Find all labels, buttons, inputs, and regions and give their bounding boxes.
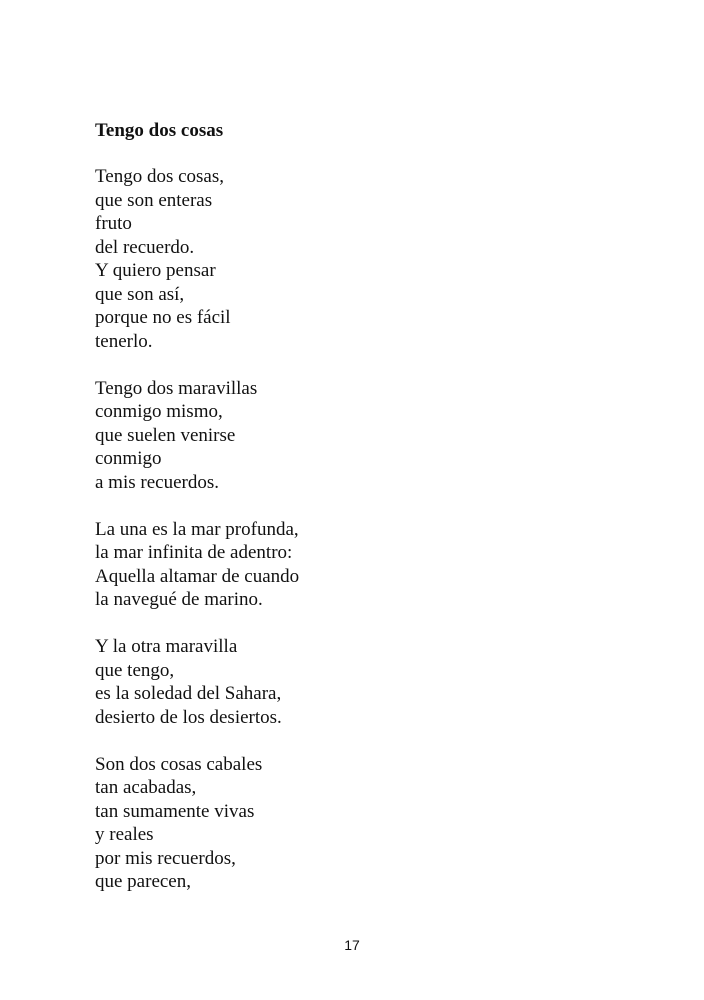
stanza-3 (95, 518, 615, 612)
poem-line: es la soledad del Sahara, (95, 683, 282, 704)
poem-line: Tengo dos maravillas (95, 377, 258, 399)
poem-line: tan sumamente vivas (95, 800, 255, 822)
poem-line: que son así, (95, 283, 185, 305)
poem-line: Y quiero pensar (95, 260, 216, 281)
poem-line: Y la otra maravilla (95, 636, 238, 657)
poem-line: La una es la mar profunda, (95, 518, 299, 540)
poem-line: que parecen, (95, 871, 191, 892)
poem-line: tan acabadas, (95, 777, 197, 798)
page-number: 17 (344, 937, 360, 953)
poem-line: por mis recuerdos, (95, 847, 236, 869)
poem-line: la navegué de marino. (95, 589, 263, 610)
poem-line: Tengo dos cosas, (95, 166, 225, 187)
poem-line: Son dos cosas cabales (95, 753, 263, 775)
stanza-4 (95, 635, 615, 729)
poem-line: tenerlo. (95, 330, 153, 352)
poem-line: que tengo, (95, 659, 175, 681)
poem-line: del recuerdo. (95, 236, 195, 258)
poem-line: conmigo (95, 448, 162, 469)
poem-line: que son enteras (95, 189, 213, 211)
stanza-2 (95, 377, 615, 495)
poem (95, 119, 615, 894)
poem-line: Aquella altamar de cuando (95, 565, 300, 587)
poem-line: conmigo mismo, (95, 401, 223, 422)
stanza-5 (95, 753, 615, 894)
title-spacer (95, 142, 615, 165)
stanza-1 (95, 165, 615, 353)
poem-line: fruto (95, 213, 132, 234)
poem-line: a mis recuerdos. (95, 471, 219, 493)
poem-line: porque no es fácil (95, 307, 231, 328)
poem-title: Tengo dos cosas (95, 120, 224, 141)
poem-line: que suelen venirse (95, 424, 236, 446)
poem-line: la mar infinita de adentro: (95, 542, 293, 563)
poem-line: desierto de los desiertos. (95, 706, 282, 728)
poem-line: y reales (95, 824, 154, 845)
